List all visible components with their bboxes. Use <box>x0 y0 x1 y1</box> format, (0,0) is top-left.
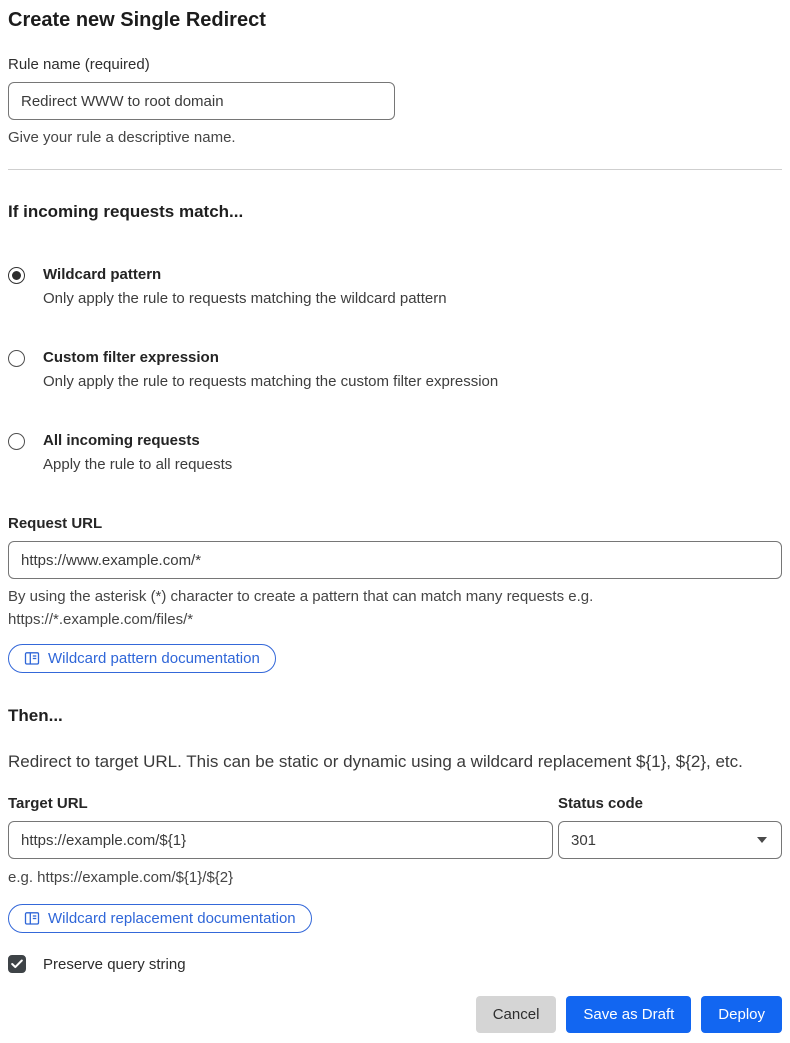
target-url-field <box>8 795 553 859</box>
radio-option-label: All incoming requests <box>43 432 200 449</box>
custom-filter-radio[interactable] <box>8 350 25 367</box>
rule-name-input[interactable] <box>8 82 395 120</box>
doc-button-label: Wildcard pattern documentation <box>48 650 260 667</box>
save-as-draft-button[interactable]: Save as Draft <box>566 996 691 1033</box>
preserve-query-row[interactable] <box>8 955 782 973</box>
rule-name-help: Give your rule a descriptive name. <box>8 129 236 146</box>
status-code-field <box>558 795 782 859</box>
request-url-help <box>8 585 782 631</box>
radio-option-texts <box>43 349 498 392</box>
radio-option-description: Apply the rule to all requests <box>43 456 233 473</box>
wildcard-replacement-doc-button[interactable] <box>8 904 312 933</box>
section-divider <box>8 169 782 170</box>
cancel-button[interactable]: Cancel <box>476 996 557 1033</box>
preserve-query-checkbox[interactable] <box>8 955 26 973</box>
radio-option-all-requests[interactable] <box>8 432 782 475</box>
radio-option-label: Wildcard pattern <box>43 266 162 283</box>
target-url-label: Target URL <box>8 795 88 812</box>
all-requests-radio[interactable] <box>8 433 25 450</box>
radio-option-wildcard-pattern[interactable] <box>8 266 782 309</box>
radio-dot <box>12 271 21 280</box>
wildcard-pattern-doc-button[interactable] <box>8 644 276 673</box>
wildcard-pattern-radio[interactable] <box>8 267 25 284</box>
open-book-icon <box>24 911 40 926</box>
rule-name-label: Rule name (required) <box>8 56 150 73</box>
page-title: Create new Single Redirect <box>8 9 266 31</box>
radio-option-description: Only apply the rule to requests matching the custom filter expression <box>43 373 499 390</box>
target-status-row <box>8 795 782 859</box>
form-actions <box>8 996 782 1033</box>
radio-option-texts <box>43 266 447 309</box>
status-code-value: 301 <box>571 831 597 849</box>
target-url-input[interactable] <box>8 821 553 859</box>
request-url-field <box>8 515 782 631</box>
request-url-input[interactable] <box>8 541 782 579</box>
request-url-label: Request URL <box>8 515 103 532</box>
radio-option-description: Only apply the rule to requests matching the wildcard pattern <box>43 290 447 307</box>
match-options-group <box>8 266 782 475</box>
checkmark-icon <box>11 959 23 969</box>
then-section-heading: Then... <box>8 706 63 725</box>
radio-option-custom-filter[interactable] <box>8 349 782 392</box>
radio-option-label: Custom filter expression <box>43 349 219 366</box>
open-book-icon <box>24 651 40 666</box>
then-section-description: Redirect to target URL. This can be static or dynamic using a wildcard replacement ${1}, ${2}, etc. <box>8 752 743 771</box>
chevron-down-icon <box>757 837 767 843</box>
status-code-label: Status code <box>558 795 644 812</box>
request-url-help-line2: https://*.example.com/files/* <box>8 611 194 628</box>
match-section-heading: If incoming requests match... <box>8 202 244 221</box>
doc-button-label: Wildcard replacement documentation <box>48 910 296 927</box>
target-url-help: e.g. https://example.com/${1}/${2} <box>8 869 234 886</box>
deploy-button[interactable]: Deploy <box>701 996 782 1033</box>
request-url-help-line1: By using the asterisk (*) character to create a pattern that can match many requests e.g. <box>8 588 594 605</box>
radio-option-texts <box>43 432 232 475</box>
status-code-select[interactable] <box>558 821 782 859</box>
rule-name-field <box>8 56 782 149</box>
preserve-query-label: Preserve query string <box>43 955 186 973</box>
